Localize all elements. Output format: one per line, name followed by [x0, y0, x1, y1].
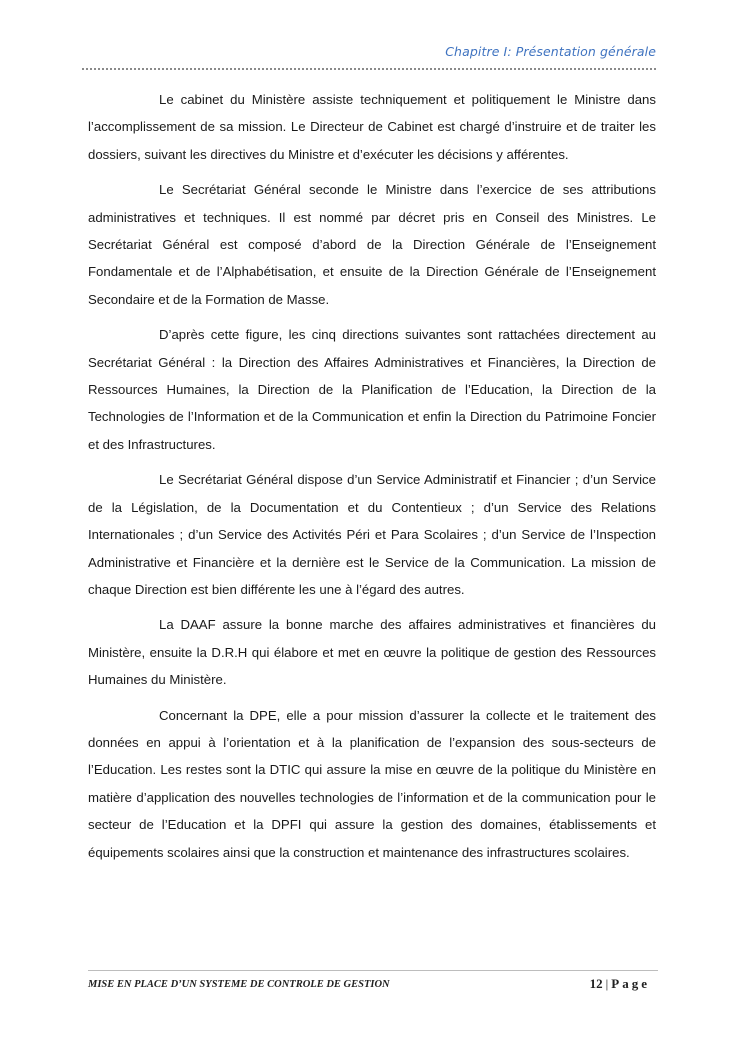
- paragraph-cabinet: Le cabinet du Ministère assiste techniquement et politiquement le Ministre dans l’accomplissement de sa mission. Le Directeur de Cabinet est chargé d’instruire et de traiter les dossiers, suivant les directives du Ministre et d’exécuter les décisions y afférentes.: [88, 92, 656, 162]
- page-label: Page: [611, 976, 650, 991]
- page-footer: [88, 970, 658, 997]
- document-body: [88, 86, 656, 874]
- page-separator: |: [605, 976, 609, 991]
- paragraph-daaf: La DAAF assure la bonne marche des affaires administratives et financières du Ministère, ensuite la D.R.H qui élabore et met en œuvre la politique de gestion des Ressources Humaines du Ministère.: [88, 617, 656, 688]
- page-number-block: [590, 976, 650, 992]
- footer-document-title: MISE EN PLACE D’UN SYSTEME DE CONTROLE DE GESTION: [88, 979, 390, 990]
- paragraph-secretariat: Le Secrétariat Général seconde le Ministre dans l’exercice de ses attributions administratives et techniques. Il est nommé par décret pris en Conseil des Ministres. Le Secrétariat Général est composé d’abord de la Direction Générale de l’Enseignement Fondamentale et de l’Alphabétisation, et ensuite de la Direction Générale de l’Enseignement Secondaire et de la Formation de Masse.: [88, 182, 656, 307]
- page-number: 12: [589, 976, 603, 991]
- paragraph-directions: D’après cette figure, les cinq directions suivantes sont rattachées directement au Secrétariat Général : la Direction des Affaires Administratives et Financières, la Direction de Ressources Humaines, la Direction de la Planification de l’Education, la Direction de la Technologies de l’Information et de la Communication et enfin la Direction du Patrimoine Foncier et des Infrastructures.: [88, 327, 656, 452]
- paragraph-services: Le Secrétariat Général dispose d’un Service Administratif et Financier ; d’un Service de la Législation, de la Documentation et du Contentieux ; d’un Service des Relations Internationales ; d’un Service des Activités Péri et Para Scolaires ; d’un Service de l’Inspection Administrative et Financière et la dernière est le Service de la Communication. La mission de chaque Direction est bien différente les une à l’égard des autres.: [88, 472, 656, 597]
- paragraph-dpe: Concernant la DPE, elle a pour mission d’assurer la collecte et le traitement des données en appui à l’orientation et à la planification de l’expansion des sous-secteurs de l’Education. Les restes sont la DTIC qui assure la mise en œuvre de la politique du Ministère en matière d’application des nouvelles technologies de l’information et de la communication pour le secteur de l’Education et la DPFI qui assure la gestion des domaines, établissements et équipements scolaires ainsi que la construction et maintenance des infrastructures scolaires.: [88, 707, 656, 860]
- page-header: [82, 42, 656, 70]
- chapter-title: Chapitre I: Présentation générale: [445, 44, 656, 59]
